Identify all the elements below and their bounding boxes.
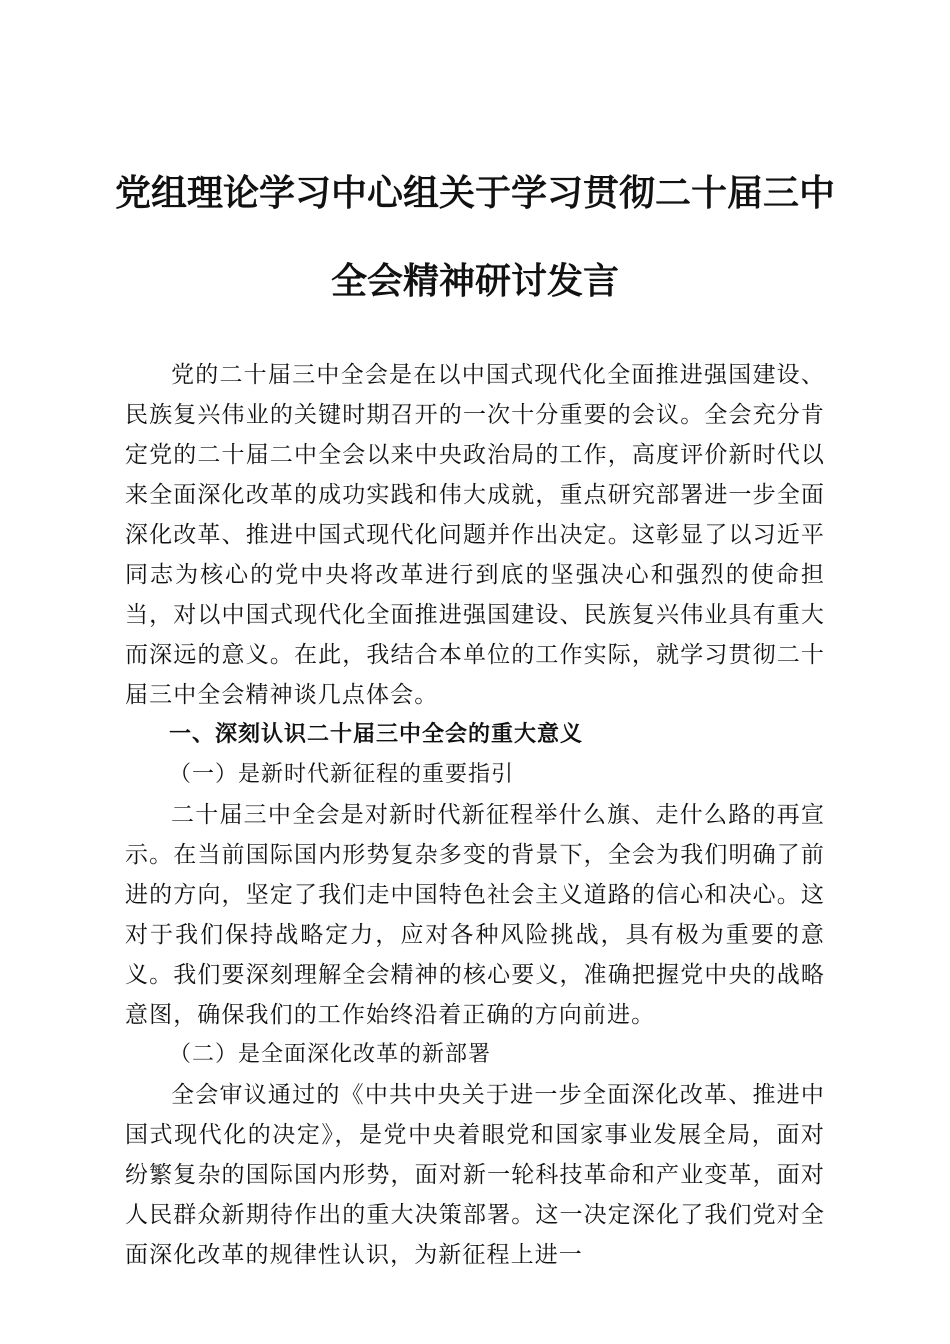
intro-paragraph: 党的二十届三中全会是在以中国式现代化全面推进强国建设、民族复兴伟业的关键时期召开的一次十分重要的会议。全会充分肯定党的二十届二中全会以来中央政治局的工作，高度评价新时代以来全面深化改革的成功实践和伟大成就，重点研究部署进一步全面深化改革、推进中国式现代化问题并作出决定。这彰显了以习近平同志为核心的党中央将改革进行到底的坚强决心和强烈的使命担当，对以中国式现代化全面推进强国建设、民族复兴伟业具有重大而深远的意义。在此，我结合本单位的工作实际，就学习贯彻二十届三中全会精神谈几点体会。 <box>125 362 825 708</box>
title-line-1: 党组理论学习中心组关于学习贯彻二十届三中 <box>114 173 835 214</box>
document-body <box>125 355 825 1275</box>
subsection-heading-1: （一）是新时代新征程的重要指引 <box>169 762 515 787</box>
document-title <box>110 150 840 326</box>
subsection-heading-2: （二）是全面深化改革的新部署 <box>169 1042 492 1067</box>
subsection-1-paragraph: 二十届三中全会是对新时代新征程举什么旗、走什么路的再宣示。在当前国际国内形势复杂多变的背景下，全会为我们明确了前进的方向，坚定了我们走中国特色社会主义道路的信心和决心。这对于我们保持战略定力，应对各种风险挑战，具有极为重要的意义。我们要深刻理解全会精神的核心要义，准确把握党中央的战略意图，确保我们的工作始终沿着正确的方向前进。 <box>125 802 825 1028</box>
section-heading-1: 一、深刻认识二十届三中全会的重大意义 <box>169 722 584 747</box>
title-line-2: 全会精神研讨发言 <box>330 261 619 302</box>
subsection-2-paragraph: 全会审议通过的《中共中央关于进一步全面深化改革、推进中国式现代化的决定》，是党中央着眼党和国家事业发展全局，面对纷繁复杂的国际国内形势，面对新一轮科技革命和产业变革，面对人民群众新期待作出的重大决策部署。这一决定深化了我们党对全面深化改革的规律性认识，为新征程上进一 <box>125 1082 825 1268</box>
